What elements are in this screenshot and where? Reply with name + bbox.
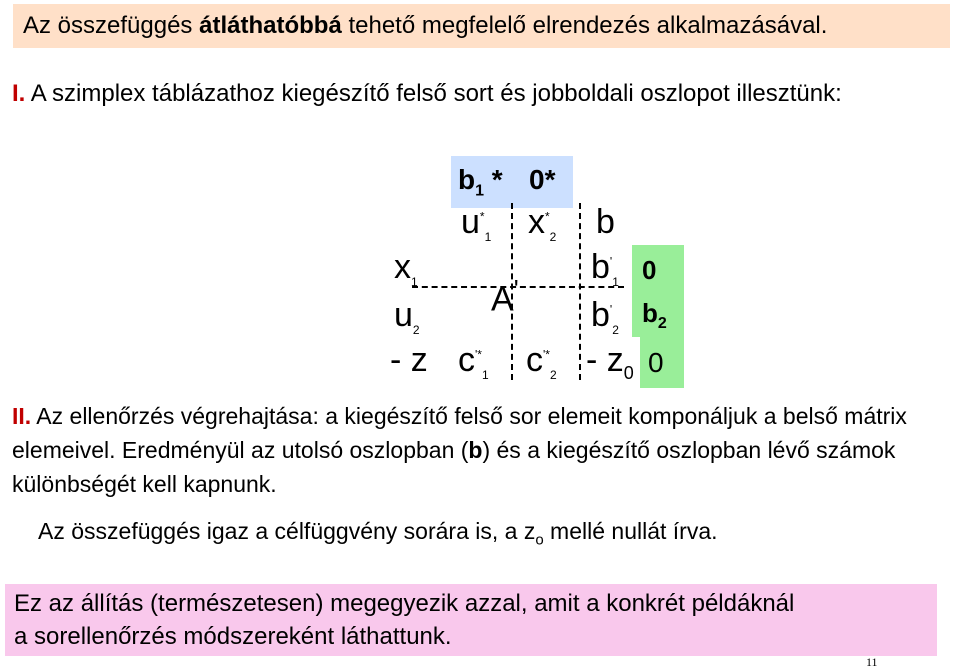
c2-prime-star: $c^{'*}_2$ [526, 341, 557, 382]
paragraph-verification-text: Az ellenőrzés végrehajtása: a kiegészítő felső sor elemeit komponáljuk a belső mátrix elemeivel. Eredményül az utolsó oszlopban ( [12, 403, 907, 463]
page-number: 11 [866, 655, 878, 669]
row-label-u2: $u_2$ [394, 296, 420, 337]
intro-line [12, 80, 842, 108]
paragraph-verification [12, 399, 942, 501]
roman-numeral-1: I. [12, 80, 26, 107]
header-b1-star: $b_1$ * [458, 164, 503, 200]
col-header-b: b [596, 203, 615, 241]
top-note-bold: átláthatóbbá [199, 12, 342, 39]
col-header-x2-star: $x^*_2$ [528, 203, 557, 244]
extra-col-value-2: $b_2$ [642, 298, 667, 333]
bottom-note-line-2: a sorellenőrzés módszereként láthattunk. [14, 623, 452, 650]
top-note-box [13, 4, 950, 48]
matrix-a-prime: A' [491, 274, 519, 319]
paragraph-verification-bold: b [468, 437, 483, 463]
roman-numeral-2: II. [12, 403, 32, 429]
extra-col-value-3: 0 [648, 347, 664, 378]
tableau-divider-vertical-2 [579, 203, 581, 380]
tableau-divider-horizontal [412, 286, 624, 288]
minus-z0: - $z_0$ [586, 341, 634, 383]
paragraph-verification-text-end: ) és a kiegészítő oszlopban lévő számok különbségét kell kapnunk. [12, 437, 896, 497]
top-note-text-end: tehető megfelelő elrendezés alkalmazásával. [341, 12, 828, 39]
row-label-minus-z: - z [390, 341, 428, 379]
header-zero-star: 0* [529, 164, 556, 195]
intro-text: A szimplex táblázathoz kiegészítő felső sort és jobboldali oszlopot illesztünk: [25, 80, 842, 107]
paragraph-objective-row: Az összefüggés igaz a célfüggvény sorára is, a $z_o$ mellé nullát írva. [38, 518, 718, 549]
b1-prime: $b'_1$ [591, 248, 619, 289]
col-header-u1-star: $u^*_1$ [461, 203, 492, 244]
bottom-note-box [5, 584, 937, 656]
row-label-x1: $x_1$ [394, 248, 418, 289]
b2-prime: $b'_2$ [591, 296, 619, 337]
c1-prime-star: $c^{'*}_1$ [458, 341, 489, 382]
top-note-text: Az összefüggés [23, 12, 200, 39]
extra-col-value-1: 0 [642, 255, 657, 285]
tableau-divider-vertical-1 [511, 203, 513, 380]
bottom-note-line-1: Ez az állítás (természetesen) megegyezik azzal, amit a konkrét példáknál [14, 590, 795, 617]
